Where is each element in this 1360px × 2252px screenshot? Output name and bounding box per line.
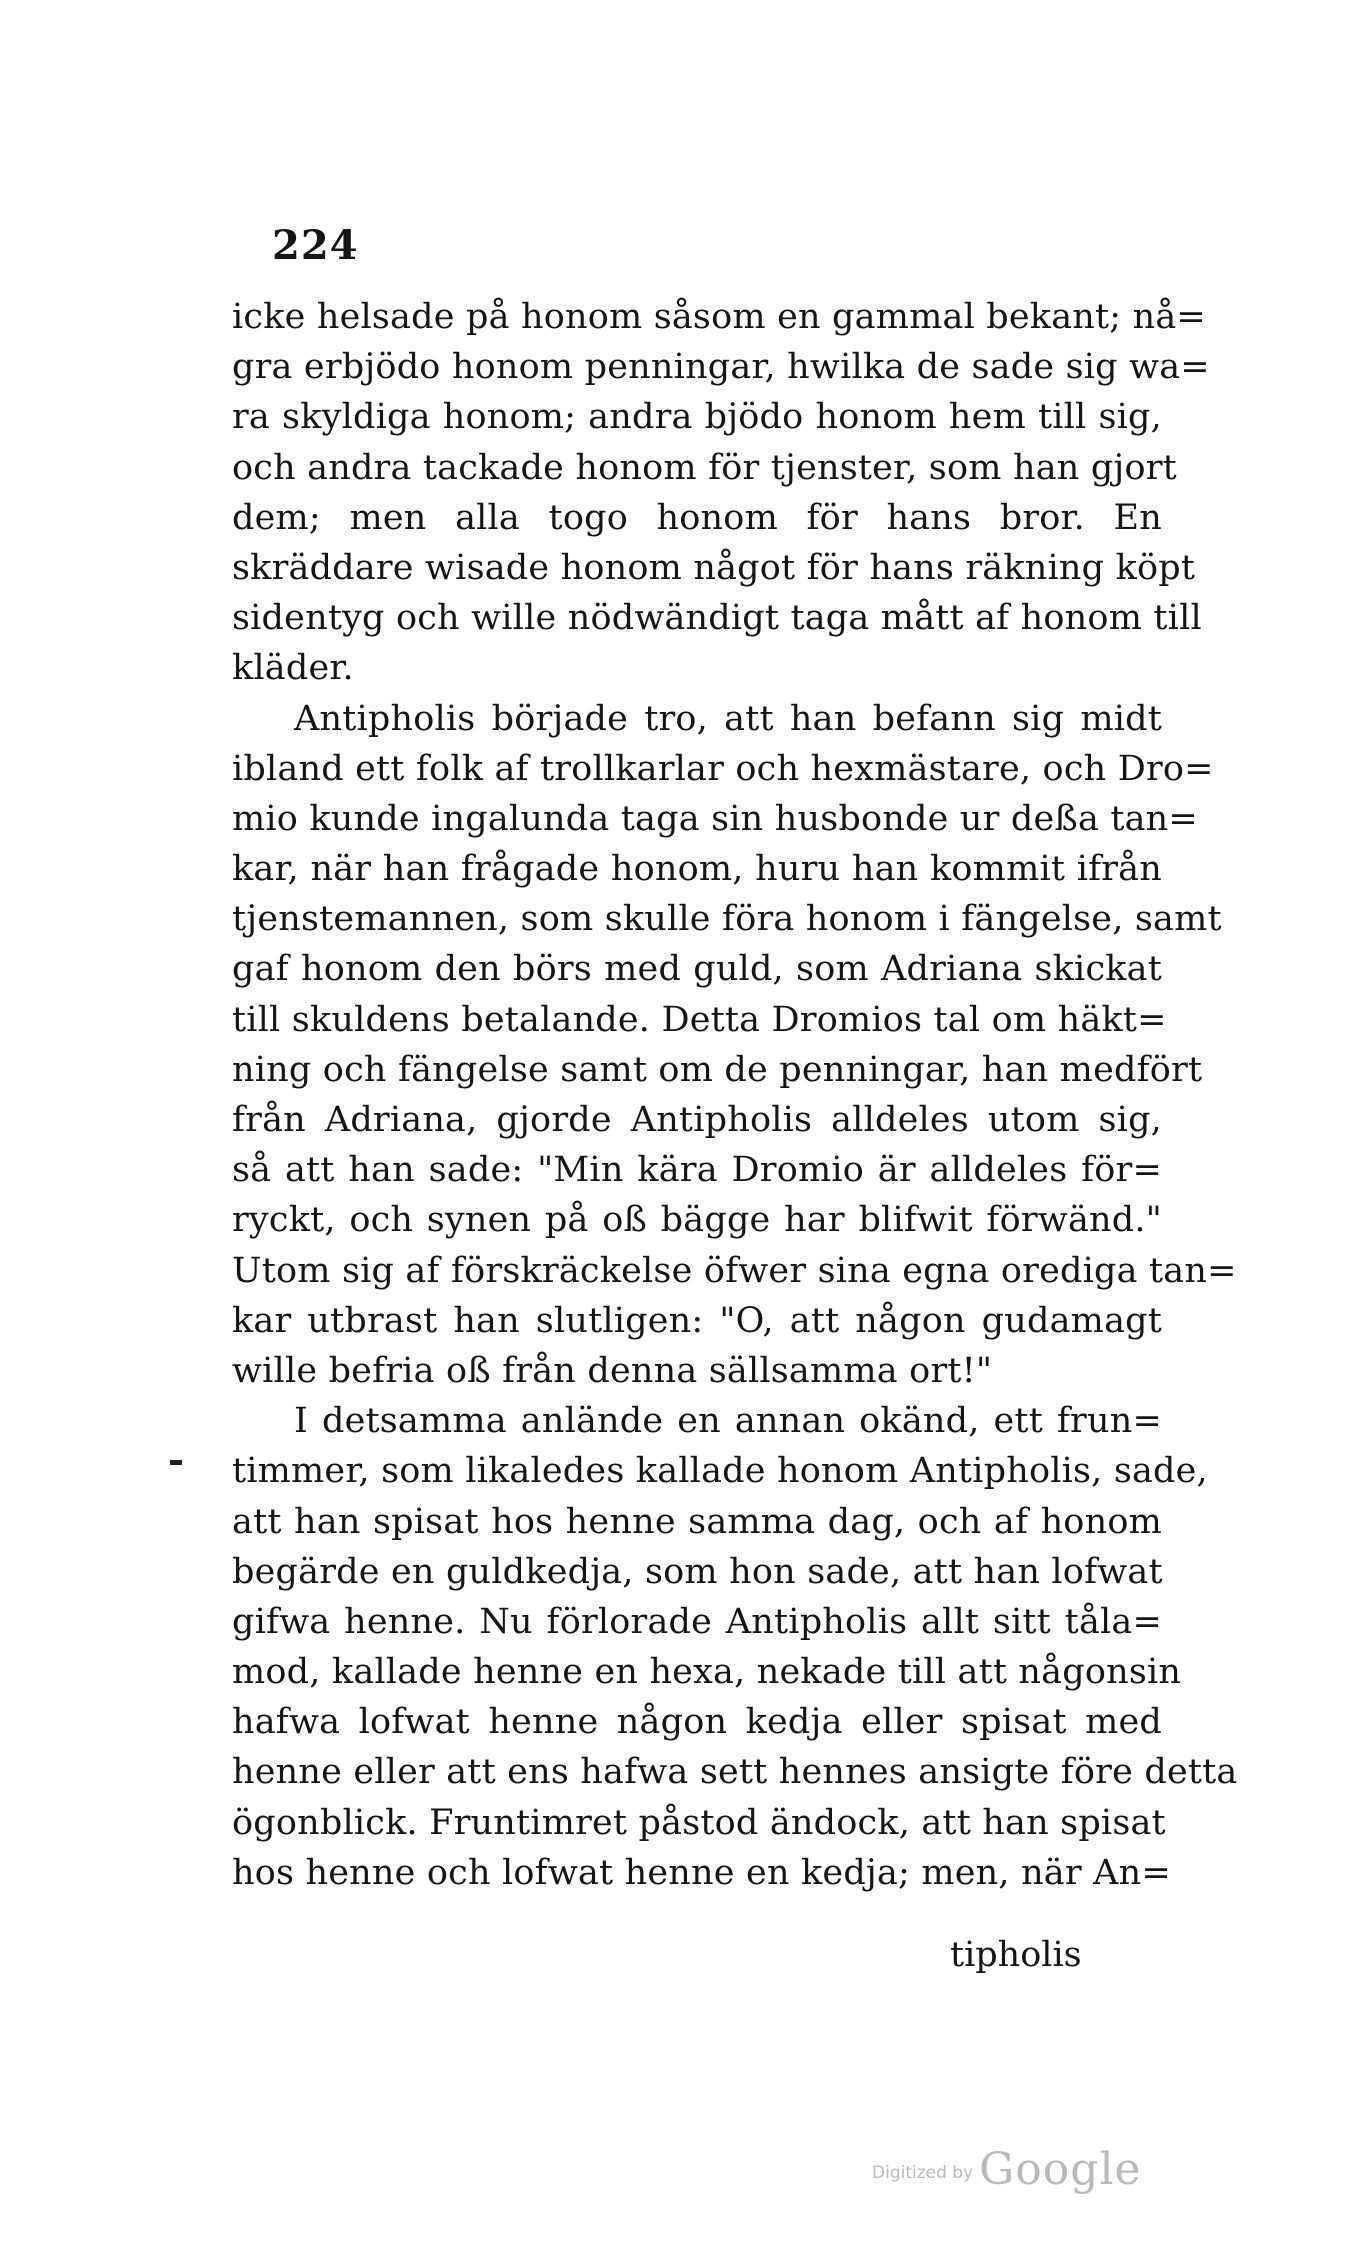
text-line: mio kunde ingalunda taga sin husbonde ur deßa tan=	[232, 798, 1198, 839]
text-line: mod, kallade henne en hexa, nekade till att någonsin	[232, 1652, 1182, 1693]
text-line: tjenstemannen, som skulle föra honom i fängelse, samt	[232, 899, 1222, 940]
text-line: sidentyg och wille nödwändigt taga mått af honom till	[232, 598, 1202, 639]
text-line: skräddare wisade honom något för hans räkning köpt	[232, 547, 1196, 588]
text-line: begärde en guldkedja, som hon sade, att han lofwat	[232, 1551, 1163, 1592]
text-line: ögonblick. Fruntimret påstod ändock, att han spisat	[232, 1802, 1166, 1843]
body-text	[232, 292, 1238, 1898]
watermark-logo: Google	[979, 2144, 1142, 2195]
text-line: så att han sade: "Min kära Dromio är alldeles för=	[232, 1150, 1162, 1191]
margin-mark	[170, 1460, 182, 1465]
text-line: ra skyldiga honom; andra bjödo honom hem till sig,	[232, 397, 1162, 438]
text-line: henne eller att ens hafwa sett hennes ansigte före detta	[232, 1752, 1238, 1793]
text-line: hafwa lofwat henne någon kedja eller spisat med	[232, 1702, 1162, 1743]
digitized-watermark	[872, 2144, 1142, 2195]
text-line: gaf honom den börs med guld, som Adriana skickat	[232, 949, 1162, 990]
text-line: och andra tackade honom för tjenster, som han gjort	[232, 447, 1177, 488]
text-line: kar, när han frågade honom, huru han kommit ifrån	[232, 849, 1162, 890]
text-line: Antipholis började tro, att han befann sig midt	[294, 698, 1162, 739]
watermark-prefix: Digitized by	[872, 2163, 974, 2183]
catchword: tipholis	[950, 1935, 1082, 1975]
paragraph	[232, 1396, 1238, 1898]
text-line: Utom sig af förskräckelse öfwer sina egna orediga tan=	[232, 1250, 1237, 1291]
text-line: kläder.	[232, 648, 354, 689]
text-line: gifwa henne. Nu förlorade Antipholis allt sitt tåla=	[232, 1601, 1162, 1642]
text-line: dem; men alla togo honom för hans bror. En	[232, 497, 1162, 538]
text-line: ibland ett folk af trollkarlar och hexmästare, och Dro=	[232, 748, 1214, 789]
text-line: kar utbrast han slutligen: "O, att någon gudamagt	[232, 1300, 1162, 1341]
text-line: ning och fängelse samt om de penningar, han medfört	[232, 1049, 1203, 1090]
text-line: från Adriana, gjorde Antipholis alldeles utom sig,	[232, 1100, 1162, 1140]
paragraph	[232, 694, 1237, 1397]
text-line: I detsamma anlände en annan okänd, ett frun=	[294, 1401, 1162, 1442]
paragraph	[232, 292, 1210, 694]
text-line: till skuldens betalande. Detta Dromios tal om häkt=	[232, 999, 1167, 1040]
text-line: hos henne och lofwat henne en kedja; men, när An=	[232, 1852, 1171, 1893]
text-line: att han spisat hos henne samma dag, och af honom	[232, 1501, 1162, 1542]
text-line: wille befria oß från denna sällsamma ort!"	[232, 1350, 993, 1391]
text-line: icke helsade på honom såsom en gammal bekant; nå=	[232, 297, 1206, 337]
text-line: ryckt, och synen på oß bägge har blifwit förwänd."	[232, 1200, 1162, 1241]
text-line: gra erbjödo honom penningar, hwilka de sade sig wa=	[232, 347, 1210, 388]
text-line: timmer, som likaledes kallade honom Antipholis, sade,	[232, 1451, 1208, 1492]
page-number: 224	[272, 222, 359, 269]
